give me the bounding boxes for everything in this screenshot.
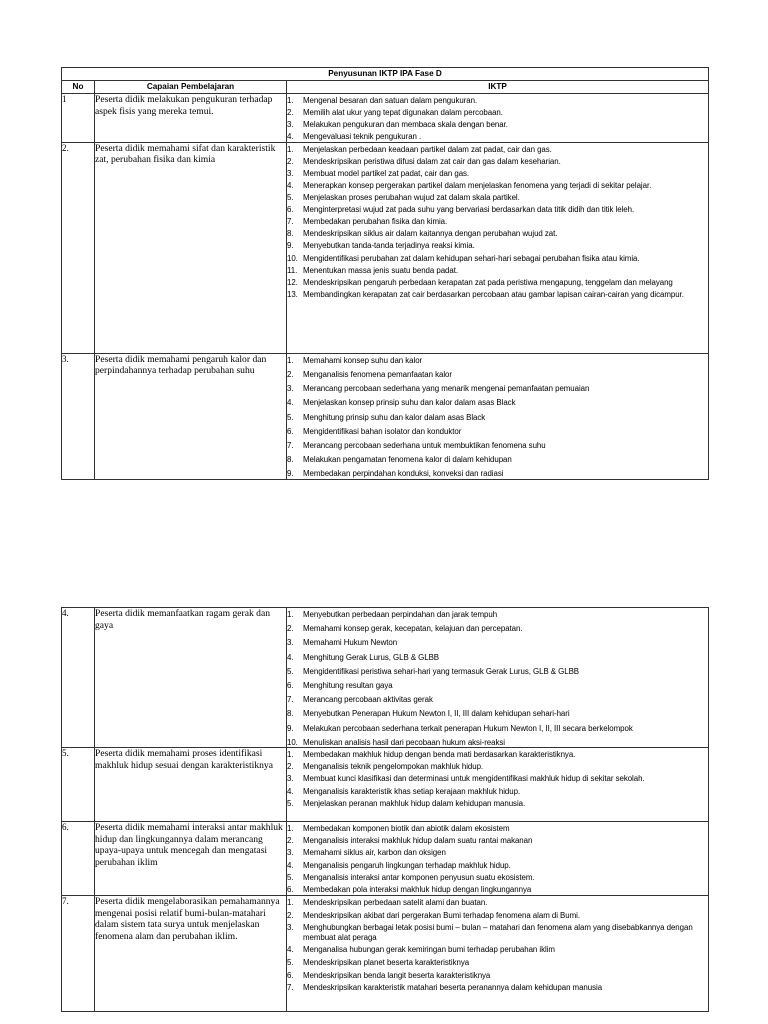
- list-item: [287, 695, 708, 704]
- item-text: Membedakan perpindahan konduksi, konveksi dan radiasi: [303, 469, 504, 479]
- item-number: 8.: [287, 229, 294, 239]
- item-text: Mengidentifikasi perubahan zat dalam kehidupan sehari-hari sebagai perubahan fisika atau kimia.: [303, 253, 640, 263]
- item-text: Menjelaskan peranan makhluk hidup dalam kehidupan manusia.: [303, 798, 526, 808]
- item-text: Membuat model partikel zat padat, cair dan gas.: [303, 168, 470, 178]
- iktp-list: [287, 356, 708, 479]
- list-item: [287, 971, 708, 980]
- item-text: Mendeskripsikan planet beserta karakteristiknya: [303, 958, 470, 968]
- list-item: [287, 787, 708, 796]
- item-number: 8.: [287, 455, 294, 465]
- iktp-list: [287, 898, 708, 992]
- item-text: Menghubungkan berbagai letak posisi bumi – bulan – matahari dan fenomena alam yang disebabkannya dengan membuat alat peraga: [303, 923, 693, 942]
- item-number: 7.: [287, 217, 294, 227]
- item-text: Menyebutkan tanda-tanda terjadinya reaksi kimia.: [303, 241, 475, 251]
- item-text: Menganalisis interaksi makhluk hidup dalam suatu rantai makanan: [303, 836, 533, 846]
- table-row: [62, 94, 709, 143]
- iktp-list: [287, 145, 708, 300]
- item-number: 5.: [287, 193, 294, 203]
- list-item: [287, 610, 708, 619]
- row-number: 5.: [62, 748, 95, 822]
- list-item: [287, 799, 708, 808]
- list-item: [287, 945, 708, 954]
- item-text: Menentukan massa jenis suatu benda padat.: [303, 265, 458, 275]
- row-number: 6.: [62, 822, 95, 896]
- item-number: 10.: [287, 253, 298, 263]
- list-item: [287, 427, 708, 436]
- item-number: 10.: [287, 737, 298, 747]
- item-text: Menjelaskan perbedaan keadaan partikel dalam zat padat, cair dan gas.: [303, 144, 552, 154]
- capaian-text: Peserta didik memahami interaksi antar makhluk hidup dan lingkungannya dalam merancang upaya-upaya untuk mencegah dan mengatasi perubahan iklim: [95, 822, 287, 896]
- list-item: [287, 145, 708, 154]
- capaian-text: Peserta didik melakukan pengukuran terhadap aspek fisis yang mereka temui.: [95, 94, 287, 143]
- item-number: 6.: [287, 426, 294, 436]
- item-text: Menganalisis teknik pengelompokan makhluk hidup.: [303, 762, 484, 772]
- item-text: Menganalisis interaksi antar komponen penyusun suatu ekosistem.: [303, 872, 535, 882]
- item-number: 1.: [287, 144, 294, 154]
- item-text: Menghitung prinsip suhu dan kalor dalam asas Black: [303, 412, 486, 422]
- item-number: 4.: [287, 652, 294, 662]
- item-number: 4.: [287, 786, 294, 796]
- item-number: 5.: [287, 958, 294, 968]
- item-number: 4.: [287, 945, 294, 955]
- list-item: [287, 132, 708, 141]
- item-number: 2.: [287, 836, 294, 846]
- item-text: Menjelaskan proses perubahan wujud zat dalam skala partikel.: [303, 193, 520, 203]
- item-number: 9.: [287, 469, 294, 479]
- item-text: Membedakan pola interaksi makhluk hidup dengan lingkungannya: [303, 884, 532, 894]
- row-number: 4.: [62, 608, 95, 748]
- list-item: [287, 667, 708, 676]
- list-item: [287, 624, 708, 633]
- item-text: Melakukan percobaan sederhana terkait penerapan Hukum Newton I, II, III secara berkelompok: [303, 723, 633, 733]
- item-text: Melakukan pengamatan fenomena kalor di dalam kehidupan: [303, 455, 512, 465]
- item-number: 5.: [287, 412, 294, 422]
- list-item: [287, 169, 708, 178]
- item-text: Mengidentifikasi bahan isolator dan konduktor: [303, 426, 462, 436]
- list-item: [287, 836, 708, 845]
- item-number: 1.: [287, 824, 294, 834]
- list-item: [287, 217, 708, 226]
- list-item: [287, 681, 708, 690]
- item-number: 5.: [287, 666, 294, 676]
- list-item: [287, 441, 708, 450]
- list-item: [287, 96, 708, 105]
- list-item: [287, 709, 708, 718]
- list-item: [287, 885, 708, 894]
- item-number: 4.: [287, 860, 294, 870]
- header-no: No: [62, 81, 95, 94]
- item-number: 7.: [287, 440, 294, 450]
- item-text: Menganalisis fenomena pemanfaatan kalor: [303, 369, 452, 379]
- list-item: [287, 413, 708, 422]
- item-text: Menganalisa hubungan gerak kemiringan bumi terhadap perubahan iklim: [303, 945, 555, 955]
- item-text: Menyebutkan Penerapan Hukum Newton I, II, III dalam kehidupan sehari-hari: [303, 709, 570, 719]
- list-item: [287, 750, 708, 759]
- list-item: [287, 241, 708, 250]
- table-row: [62, 142, 709, 353]
- iktp-list: [287, 750, 708, 808]
- list-item: [287, 455, 708, 464]
- item-number: 3.: [287, 638, 294, 648]
- item-number: 3.: [287, 774, 294, 784]
- item-number: 12.: [287, 277, 298, 287]
- item-text: Memahami konsep gerak, kecepatan, kelajuan dan percepatan.: [303, 624, 523, 634]
- capaian-text: Peserta didik memahami proses identifikasi makhluk hidup sesuai dengan karakteristiknya: [95, 748, 287, 822]
- list-item: [287, 958, 708, 967]
- item-number: 9.: [287, 723, 294, 733]
- item-number: 9.: [287, 241, 294, 251]
- list-item: [287, 469, 708, 478]
- list-item: [287, 181, 708, 190]
- iktp-list: [287, 824, 708, 894]
- item-text: Menyebutkan perbedaan perpindahan dan jarak tempuh: [303, 610, 498, 619]
- iktp-list: [287, 610, 708, 747]
- list-item: [287, 861, 708, 870]
- item-number: 2.: [287, 624, 294, 634]
- item-number: 2.: [287, 910, 294, 920]
- capaian-text: Peserta didik memahami sifat dan karakteristik zat, perubahan fisika dan kimia: [95, 142, 287, 353]
- capaian-text: Peserta didik memahami pengaruh kalor dan perpindahannya terhadap perubahan suhu: [95, 353, 287, 479]
- list-item: [287, 638, 708, 647]
- row-number: 1: [62, 94, 95, 143]
- item-text: Mengenal besaran dan satuan dalam pengukuran.: [303, 96, 478, 105]
- table-row: [62, 608, 709, 748]
- table-row: [62, 748, 709, 822]
- list-item: [287, 266, 708, 275]
- row-number: 2.: [62, 142, 95, 353]
- list-item: [287, 398, 708, 407]
- item-number: 8.: [287, 709, 294, 719]
- header-iktp: IKTP: [287, 81, 709, 94]
- capaian-text: Peserta didik memanfaatkan ragam gerak dan gaya: [95, 608, 287, 748]
- item-number: 2.: [287, 369, 294, 379]
- table-row: [62, 353, 709, 479]
- item-text: Memilih alat ukur yang tepat digunakan dalam percobaan.: [303, 108, 503, 118]
- item-text: Mendeskripsikan benda langit beserta karakteristiknya: [303, 970, 491, 980]
- list-item: [287, 205, 708, 214]
- item-number: 3.: [287, 168, 294, 178]
- item-text: Menghitung resultan gaya: [303, 681, 393, 691]
- item-number: 13.: [287, 289, 298, 299]
- item-number: 4.: [287, 132, 294, 142]
- item-number: 3.: [287, 923, 294, 933]
- list-item: [287, 278, 708, 287]
- list-item: [287, 774, 708, 783]
- item-text: Mendeskripsikan akibat dari pergerakan Bumi terhadap fenomena alam di Bumi.: [303, 910, 580, 920]
- item-text: Mengevaluasi teknik pengukuran .: [303, 132, 422, 142]
- list-item: [287, 356, 708, 365]
- item-number: 1.: [287, 750, 294, 760]
- item-number: 7.: [287, 983, 294, 993]
- item-text: Memahami Hukum Newton: [303, 638, 398, 648]
- item-text: Membuat kunci klasifikasi dan determinasi untuk mengidentifikasi makhluk hidup di sekitar sekolah.: [303, 774, 645, 784]
- list-item: [287, 724, 708, 733]
- item-number: 2.: [287, 108, 294, 118]
- item-text: Mengidentifikasi peristiwa sehari-hari yang termasuk Gerak Lurus, GLB & GLBB: [303, 666, 580, 676]
- item-number: 6.: [287, 681, 294, 691]
- item-number: 3.: [287, 120, 294, 130]
- list-item: [287, 120, 708, 129]
- list-item: [287, 653, 708, 662]
- item-text: Merancang percobaan sederhana untuk membuktikan fenomena suhu: [303, 440, 546, 450]
- item-text: Mendeskripsikan peristiwa difusi dalam zat cair dan gas dalam keseharian.: [303, 156, 561, 166]
- item-text: Mendeskripsikan siklus air dalam kaitannya dengan perubahan wujud zat.: [303, 229, 558, 239]
- item-number: 1.: [287, 355, 294, 365]
- item-text: Membedakan komponen biotik dan abiotik dalam ekosistem: [303, 824, 510, 834]
- capaian-text: Peserta didik mengelaborasikan pemahamannya mengenai posisi relatif bumi-bulan-matahari dalam sistem tata surya untuk menjelaskan fenomena alam dan perubahan iklim.: [95, 896, 287, 1012]
- iktp-table-part-2: [61, 607, 709, 1012]
- item-text: Membedakan perubahan fisika dan kimia.: [303, 217, 448, 227]
- list-item: [287, 229, 708, 238]
- item-number: 6.: [287, 205, 294, 215]
- item-number: 3.: [287, 848, 294, 858]
- item-text: Menganalisis pengaruh lingkungan terhadap makhluk hidup.: [303, 860, 511, 870]
- item-number: 6.: [287, 970, 294, 980]
- item-text: Menginterpretasi wujud zat pada suhu yang bervariasi berdasarkan data titik didih dan titik leleh.: [303, 205, 635, 215]
- item-text: Merancang percobaan aktivitas gerak: [303, 695, 433, 705]
- item-text: Menuliskan analisis hasil dari pecobaan hukum aksi-reaksi: [303, 737, 505, 747]
- item-number: 4.: [287, 398, 294, 408]
- item-text: Memahami siklus air, karbon dan oksigen: [303, 848, 446, 858]
- item-number: 11.: [287, 265, 298, 275]
- item-number: 4.: [287, 180, 294, 190]
- table-row: [62, 822, 709, 896]
- item-number: 2.: [287, 156, 294, 166]
- list-item: [287, 983, 708, 992]
- list-item: [287, 738, 708, 747]
- row-number: 3.: [62, 353, 95, 479]
- list-item: [287, 108, 708, 117]
- item-text: Menganalisis karakteristik khas setiap kerajaan makhluk hidup.: [303, 786, 521, 796]
- list-item: [287, 193, 708, 202]
- item-text: Membandingkan kerapatan zat cair berdasarkan percobaan atau gambar lapisan cairan-cairan yang dicampur.: [303, 289, 684, 299]
- item-number: 5.: [287, 872, 294, 882]
- list-item: [287, 370, 708, 379]
- item-number: 2.: [287, 762, 294, 772]
- item-text: Mendeskripsikan perbedaan satelit alami dan buatan.: [303, 898, 488, 908]
- list-item: [287, 824, 708, 833]
- item-text: Memahami konsep suhu dan kalor: [303, 355, 423, 365]
- item-text: Melakukan pengukuran dan membaca skala dengan benar.: [303, 120, 508, 130]
- list-item: [287, 848, 708, 857]
- table-row: [62, 896, 709, 1012]
- list-item: [287, 254, 708, 263]
- list-item: [287, 762, 708, 771]
- list-item: [287, 873, 708, 882]
- item-number: 6.: [287, 884, 294, 894]
- header-capaian-pembelajaran: Capaian Pembelajaran: [95, 81, 287, 94]
- item-number: 1.: [287, 96, 294, 105]
- item-text: Membedakan makhluk hidup dengan benda mati berdasarkan karakteristiknya.: [303, 750, 576, 760]
- item-text: Menerapkan konsep pergerakan partikel dalam menjelaskan fenomena yang terjadi di sekitar pelajar.: [303, 180, 652, 190]
- list-item: [287, 898, 708, 907]
- item-text: Mendeskripsikan karakteristik matahari beserta peranannya dalam kehidupan manusia: [303, 983, 603, 993]
- item-number: 1.: [287, 898, 294, 908]
- iktp-list: [287, 96, 708, 142]
- iktp-table-part-1: [61, 67, 709, 480]
- item-text: Merancang percobaan sederhana yang menarik mengenai pemanfaatan pemuaian: [303, 384, 590, 394]
- item-text: Menjelaskan konsep prinsip suhu dan kalor dalam asas Black: [303, 398, 516, 408]
- item-text: Menghitung Gerak Lurus, GLB & GLBB: [303, 652, 440, 662]
- list-item: [287, 157, 708, 166]
- item-number: 7.: [287, 695, 294, 705]
- item-number: 3.: [287, 384, 294, 394]
- row-number: 7.: [62, 896, 95, 1012]
- list-item: [287, 384, 708, 393]
- item-text: Mendeskripsikan pengaruh perbedaan kerapatan zat pada peristiwa mengapung, tenggelam dan melayang: [303, 277, 673, 287]
- table-title: Penyusunan IKTP IPA Fase D: [62, 68, 709, 81]
- item-number: 5.: [287, 798, 294, 808]
- list-item: [287, 290, 708, 299]
- item-number: 1.: [287, 610, 294, 619]
- list-item: [287, 911, 708, 920]
- list-item: [287, 923, 708, 942]
